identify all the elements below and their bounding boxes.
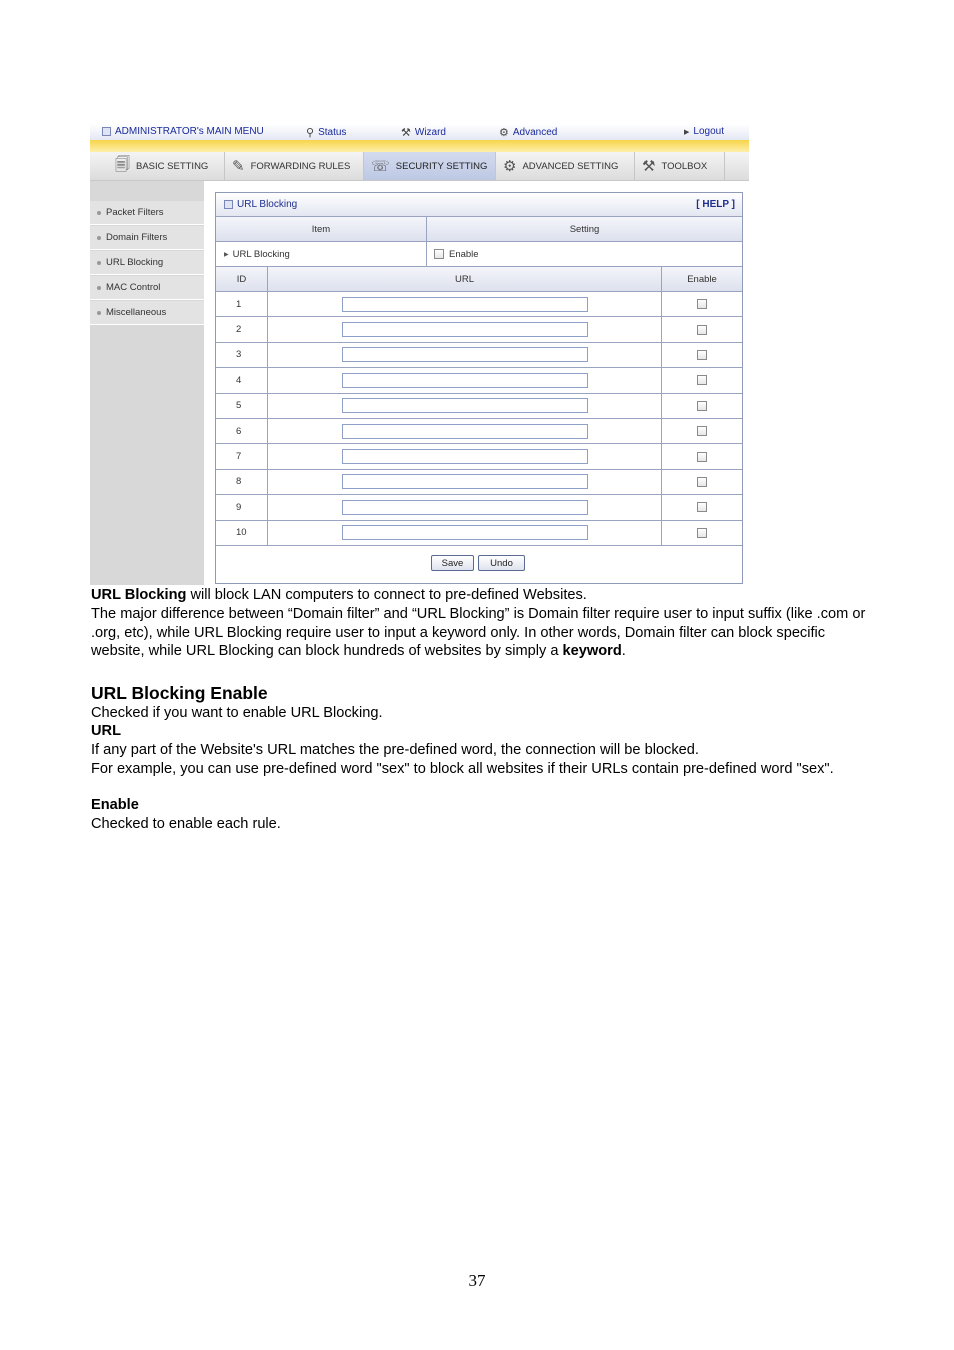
table-row [216,470,742,495]
rule-enable-checkbox[interactable] [697,477,707,487]
bullet-icon [97,311,101,315]
sidebar-item-url-blocking[interactable]: URL Blocking [90,251,204,275]
url-blocking-label-cell: ▶ URL Blocking [224,248,290,260]
rule-id: 8 [236,476,242,488]
url-input[interactable] [342,449,588,464]
table-row [216,368,742,393]
forwarding-icon: ✎ [232,158,245,175]
rule-enable-checkbox[interactable] [697,325,707,335]
url-input[interactable] [342,322,588,337]
rule-enable-cell [661,317,742,341]
rule-enable-checkbox[interactable] [697,502,707,512]
rule-id: 9 [236,501,242,513]
rule-url-cell [267,470,661,494]
url-input[interactable] [342,525,588,540]
tab-basic-setting[interactable]: 🗐 BASIC SETTING [108,152,225,180]
rule-enable-checkbox[interactable] [697,426,707,436]
status-link[interactable]: ⚲ Status [306,127,347,139]
router-ui-screenshot [90,124,749,585]
rule-enable-cell [661,495,742,519]
panel-title: URL Blocking [224,199,297,210]
col-item-header: Item [311,223,331,235]
rules-header [216,267,742,292]
rule-enable-checkbox[interactable] [697,350,707,360]
tab-security-setting[interactable]: ☏ SECURITY SETTING [364,152,496,180]
rule-url-cell [267,368,661,392]
url-blocking-enable-checkbox[interactable] [434,249,444,259]
advanced-icon: ⚙ [503,158,517,175]
rule-enable-cell [661,394,742,418]
rule-url-cell [267,521,661,545]
help-link[interactable]: [ HELP ] [696,199,735,210]
advanced-icon: ⚙ [499,127,509,139]
rule-id: 6 [236,425,242,437]
rule-enable-cell [661,292,742,316]
rule-enable-cell [661,343,742,367]
table-row [216,419,742,444]
col-enable-header: Enable [661,267,742,291]
undo-button[interactable]: Undo [478,555,525,571]
top-menu-bar [90,124,749,140]
url-blocking-enable-row [216,242,742,267]
url-description-1: If any part of the Website's URL matches the pre-defined word, the connection will be blocked. [91,742,699,758]
col-id-header: ID [236,273,247,285]
save-button[interactable]: Save [431,555,474,571]
rule-url-cell [267,444,661,468]
sidebar-item-packet-filters[interactable]: Packet Filters [90,201,204,225]
rule-enable-cell [661,368,742,392]
bullet-icon [97,261,101,265]
url-input[interactable] [342,474,588,489]
bullet-icon [97,211,101,215]
enable-rule-description: Checked to enable each rule. [91,816,281,832]
rule-enable-cell [661,521,742,545]
arrow-right-icon: ▶ [684,128,690,136]
sidebar-item-miscellaneous[interactable]: Miscellaneous [90,301,204,325]
rule-enable-checkbox[interactable] [697,528,707,538]
enable-label: Enable [91,797,139,813]
table-row [216,495,742,520]
table-row [216,343,742,368]
rule-enable-checkbox[interactable] [697,299,707,309]
logout-link[interactable]: ▶ Logout [684,126,724,137]
rule-url-cell [267,343,661,367]
url-description-2: For example, you can use pre-defined word "sex" to block all websites if their URLs contain pre-defined word "sex". [91,761,834,777]
rule-id: 7 [236,451,242,463]
wizard-link[interactable]: ⚒ Wizard [401,127,446,139]
rule-enable-checkbox[interactable] [697,375,707,385]
url-input[interactable] [342,373,588,388]
url-input[interactable] [342,297,588,312]
rule-url-cell [267,317,661,341]
menu-square-icon [102,127,111,136]
page-number: 37 [468,1271,486,1290]
rule-url-cell [267,394,661,418]
status-icon: ⚲ [306,127,315,139]
rule-id: 10 [236,527,247,539]
bullet-icon [97,286,101,290]
tab-toolbox[interactable]: ⚒ TOOLBOX [635,152,725,180]
documents-icon: 🗐 [115,155,130,173]
bullet-icon [97,236,101,240]
col-url-header: URL [267,267,661,291]
section-heading: URL Blocking Enable [91,683,268,703]
difference-paragraph: The major difference between “Domain filter” and “URL Blocking” is Domain filter require user to input suffix (like .com or .org, etc), while URL Blocking require user to input a keyword only. In other words, Domain filter can block specific website, while URL Blocking can block hundreds of websites by simply a keyword. [91,606,866,659]
table-row [216,317,742,342]
panel-square-icon [224,200,233,209]
yellow-band [90,140,749,152]
arrow-right-icon: ▶ [224,251,229,258]
item-setting-header [216,217,742,242]
url-input[interactable] [342,424,588,439]
security-icon: ☏ [371,158,390,175]
panel-header [216,193,742,217]
rule-enable-cell [661,419,742,443]
rule-id: 5 [236,400,242,412]
rule-enable-cell [661,470,742,494]
rule-url-cell [267,419,661,443]
rule-id: 1 [236,298,242,310]
intro-paragraph: URL Blocking will block LAN computers to connect to pre-defined Websites. [91,587,587,603]
rule-id: 3 [236,349,242,361]
sidebar [90,181,204,585]
tab-forwarding-rules[interactable]: ✎ FORWARDING RULES [225,152,364,180]
tab-advanced-setting[interactable]: ⚙ ADVANCED SETTING [496,152,635,180]
wizard-icon: ⚒ [401,127,411,139]
url-blocking-enable-cell: Enable [426,242,742,266]
advanced-link[interactable]: ⚙ Advanced [499,127,558,139]
url-input[interactable] [342,398,588,413]
table-row [216,394,742,419]
main-menu-link[interactable]: ADMINISTRATOR's MAIN MENU [102,126,264,137]
url-input[interactable] [342,347,588,362]
col-setting-header: Setting [426,217,742,241]
url-input[interactable] [342,500,588,515]
toolbox-icon: ⚒ [642,158,656,175]
rule-url-cell [267,292,661,316]
rule-enable-cell [661,444,742,468]
rule-url-cell [267,495,661,519]
rule-enable-checkbox[interactable] [697,452,707,462]
table-row [216,292,742,317]
sidebar-item-mac-control[interactable]: MAC Control [90,276,204,300]
rule-id: 2 [236,324,242,336]
rule-enable-checkbox[interactable] [697,401,707,411]
main-tabs [90,152,749,181]
table-row [216,521,742,546]
url-label: URL [91,723,121,739]
sidebar-item-domain-filters[interactable]: Domain Filters [90,226,204,250]
table-row [216,444,742,469]
enable-description: Checked if you want to enable URL Blocking. [91,705,383,721]
url-blocking-panel [215,192,743,584]
rule-id: 4 [236,374,242,386]
